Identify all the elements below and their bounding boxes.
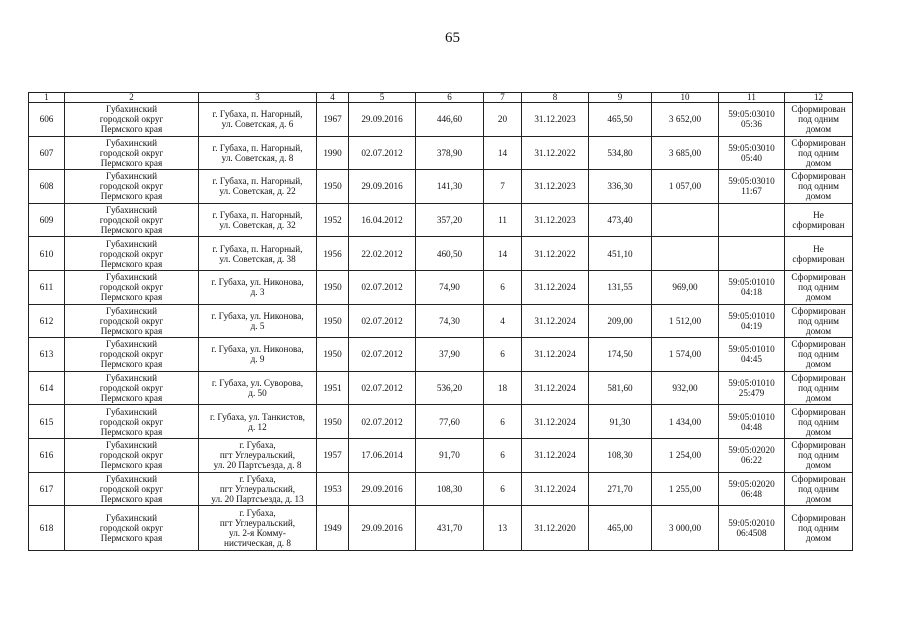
recognition-date-cell: 29.09.2016 — [349, 472, 416, 506]
build-year-cell: 1949 — [317, 506, 349, 551]
planned-date-cell: 31.12.2023 — [522, 170, 589, 204]
planned-date-cell: 31.12.2022 — [522, 237, 589, 271]
address-cell: г. Губаха, п. Нагорный, ул. Советская, д. 8 — [199, 136, 317, 170]
area-cell: 37,90 — [416, 338, 484, 372]
build-year-cell: 1956 — [317, 237, 349, 271]
land-status-cell: Сформирован под одним домом — [785, 371, 853, 405]
municipality-cell: Губахинский городской округ Пермского края — [65, 203, 199, 237]
column-header: 11 — [719, 93, 785, 103]
cost-cell: 174,50 — [589, 338, 652, 372]
row-number-cell: 614 — [29, 371, 65, 405]
column-header: 12 — [785, 93, 853, 103]
table-row — [29, 237, 853, 271]
municipality-cell: Губахинский городской округ Пермского края — [65, 103, 199, 137]
build-year-cell: 1953 — [317, 472, 349, 506]
land-area-cell — [652, 237, 719, 271]
land-status-cell: Сформирован под одним домом — [785, 170, 853, 204]
area-cell: 446,60 — [416, 103, 484, 137]
municipality-cell: Губахинский городской округ Пермского края — [65, 405, 199, 439]
cost-cell: 131,55 — [589, 270, 652, 304]
land-status-cell: Сформирован под одним домом — [785, 304, 853, 338]
planned-date-cell: 31.12.2024 — [522, 438, 589, 472]
municipality-cell: Губахинский городской округ Пермского края — [65, 170, 199, 204]
land-area-cell: 1 254,00 — [652, 438, 719, 472]
area-cell: 431,70 — [416, 506, 484, 551]
column-header: 2 — [65, 93, 199, 103]
cadastral-number-cell: 59:05:03010 11:67 — [719, 170, 785, 204]
land-area-cell: 969,00 — [652, 270, 719, 304]
planned-date-cell: 31.12.2020 — [522, 506, 589, 551]
build-year-cell: 1951 — [317, 371, 349, 405]
residents-cell: 6 — [484, 270, 522, 304]
column-header: 5 — [349, 93, 416, 103]
residents-cell: 14 — [484, 136, 522, 170]
cost-cell: 209,00 — [589, 304, 652, 338]
land-status-cell: Сформирован под одним домом — [785, 438, 853, 472]
land-status-cell: Сформирован под одним домом — [785, 472, 853, 506]
cost-cell: 473,40 — [589, 203, 652, 237]
page-number: 65 — [445, 30, 460, 46]
area-cell: 91,70 — [416, 438, 484, 472]
table-row — [29, 506, 853, 551]
cost-cell: 465,00 — [589, 506, 652, 551]
land-status-cell: Не сформирован — [785, 237, 853, 271]
build-year-cell: 1950 — [317, 304, 349, 338]
column-header: 4 — [317, 93, 349, 103]
address-cell: г. Губаха, ул. Никонова, д. 9 — [199, 338, 317, 372]
recognition-date-cell: 02.07.2012 — [349, 371, 416, 405]
build-year-cell: 1967 — [317, 103, 349, 137]
cost-cell: 91,30 — [589, 405, 652, 439]
row-number-cell: 615 — [29, 405, 65, 439]
address-cell: г. Губаха, ул. Танкистов, д. 12 — [199, 405, 317, 439]
address-cell: г. Губаха, п. Нагорный, ул. Советская, д. 38 — [199, 237, 317, 271]
recognition-date-cell: 02.07.2012 — [349, 304, 416, 338]
address-cell: г. Губаха, пгт Углеуральский, ул. 20 Партсъезда, д. 13 — [199, 472, 317, 506]
cost-cell: 451,10 — [589, 237, 652, 271]
cadastral-number-cell: 59:05:02020 06:48 — [719, 472, 785, 506]
municipality-cell: Губахинский городской округ Пермского края — [65, 438, 199, 472]
recognition-date-cell: 02.07.2012 — [349, 136, 416, 170]
land-status-cell: Не сформирован — [785, 203, 853, 237]
cost-cell: 336,30 — [589, 170, 652, 204]
row-number-cell: 611 — [29, 270, 65, 304]
address-cell: г. Губаха, п. Нагорный, ул. Советская, д. 6 — [199, 103, 317, 137]
recognition-date-cell: 29.09.2016 — [349, 506, 416, 551]
address-cell: г. Губаха, ул. Никонова, д. 5 — [199, 304, 317, 338]
address-cell: г. Губаха, пгт Углеуральский, ул. 2-я Комму- нистическая, д. 8 — [199, 506, 317, 551]
land-status-cell: Сформирован под одним домом — [785, 338, 853, 372]
area-cell: 378,90 — [416, 136, 484, 170]
residents-cell: 7 — [484, 170, 522, 204]
table-row — [29, 203, 853, 237]
planned-date-cell: 31.12.2024 — [522, 270, 589, 304]
land-status-cell: Сформирован под одним домом — [785, 136, 853, 170]
municipality-cell: Губахинский городской округ Пермского края — [65, 304, 199, 338]
cadastral-number-cell: 59:05:01010 04:18 — [719, 270, 785, 304]
land-area-cell: 1 434,00 — [652, 405, 719, 439]
residents-cell: 20 — [484, 103, 522, 137]
residents-cell: 11 — [484, 203, 522, 237]
municipality-cell: Губахинский городской округ Пермского края — [65, 136, 199, 170]
table-row — [29, 103, 853, 137]
planned-date-cell: 31.12.2024 — [522, 405, 589, 439]
table-header — [29, 93, 853, 103]
row-number-cell: 607 — [29, 136, 65, 170]
land-area-cell: 932,00 — [652, 371, 719, 405]
table-row — [29, 270, 853, 304]
cadastral-number-cell: 59:05:01010 04:19 — [719, 304, 785, 338]
residents-cell: 6 — [484, 405, 522, 439]
recognition-date-cell: 22.02.2012 — [349, 237, 416, 271]
land-area-cell: 1 057,00 — [652, 170, 719, 204]
cost-cell: 465,50 — [589, 103, 652, 137]
table-row — [29, 338, 853, 372]
land-area-cell: 1 512,00 — [652, 304, 719, 338]
row-number-cell: 612 — [29, 304, 65, 338]
address-cell: г. Губаха, пгт Углеуральский, ул. 20 Партсъезда, д. 8 — [199, 438, 317, 472]
cadastral-number-cell — [719, 203, 785, 237]
row-number-cell: 617 — [29, 472, 65, 506]
cadastral-number-cell — [719, 237, 785, 271]
area-cell: 74,30 — [416, 304, 484, 338]
build-year-cell: 1950 — [317, 270, 349, 304]
land-area-cell — [652, 203, 719, 237]
residents-cell: 6 — [484, 338, 522, 372]
column-number-row — [29, 93, 853, 103]
residents-cell: 14 — [484, 237, 522, 271]
build-year-cell: 1950 — [317, 405, 349, 439]
table-row — [29, 438, 853, 472]
build-year-cell: 1957 — [317, 438, 349, 472]
build-year-cell: 1950 — [317, 338, 349, 372]
planned-date-cell: 31.12.2024 — [522, 472, 589, 506]
area-cell: 141,30 — [416, 170, 484, 204]
row-number-cell: 618 — [29, 506, 65, 551]
cost-cell: 534,80 — [589, 136, 652, 170]
recognition-date-cell: 02.07.2012 — [349, 338, 416, 372]
row-number-cell: 606 — [29, 103, 65, 137]
land-area-cell: 1 255,00 — [652, 472, 719, 506]
housing-table — [28, 92, 853, 551]
land-area-cell: 1 574,00 — [652, 338, 719, 372]
residents-cell: 6 — [484, 472, 522, 506]
municipality-cell: Губахинский городской округ Пермского края — [65, 506, 199, 551]
land-status-cell: Сформирован под одним домом — [785, 405, 853, 439]
municipality-cell: Губахинский городской округ Пермского края — [65, 338, 199, 372]
address-cell: г. Губаха, ул. Никонова, д. 3 — [199, 270, 317, 304]
row-number-cell: 613 — [29, 338, 65, 372]
row-number-cell: 609 — [29, 203, 65, 237]
row-number-cell: 616 — [29, 438, 65, 472]
table-row — [29, 304, 853, 338]
municipality-cell: Губахинский городской округ Пермского края — [65, 472, 199, 506]
build-year-cell: 1950 — [317, 170, 349, 204]
build-year-cell: 1990 — [317, 136, 349, 170]
planned-date-cell: 31.12.2024 — [522, 304, 589, 338]
cadastral-number-cell: 59:05:02020 06:22 — [719, 438, 785, 472]
planned-date-cell: 31.12.2024 — [522, 338, 589, 372]
land-area-cell: 3 652,00 — [652, 103, 719, 137]
municipality-cell: Губахинский городской округ Пермского края — [65, 371, 199, 405]
planned-date-cell: 31.12.2022 — [522, 136, 589, 170]
cost-cell: 271,70 — [589, 472, 652, 506]
column-header: 7 — [484, 93, 522, 103]
cadastral-number-cell: 59:05:01010 04:45 — [719, 338, 785, 372]
cadastral-number-cell: 59:05:01010 25:479 — [719, 371, 785, 405]
land-area-cell: 3 685,00 — [652, 136, 719, 170]
recognition-date-cell: 17.06.2014 — [349, 438, 416, 472]
table-row — [29, 136, 853, 170]
planned-date-cell: 31.12.2024 — [522, 371, 589, 405]
table-row — [29, 170, 853, 204]
cadastral-number-cell: 59:05:03010 05:36 — [719, 103, 785, 137]
planned-date-cell: 31.12.2023 — [522, 203, 589, 237]
land-area-cell: 3 000,00 — [652, 506, 719, 551]
table-row — [29, 472, 853, 506]
column-header: 9 — [589, 93, 652, 103]
column-header: 1 — [29, 93, 65, 103]
address-cell: г. Губаха, ул. Суворова, д. 50 — [199, 371, 317, 405]
residents-cell: 4 — [484, 304, 522, 338]
area-cell: 536,20 — [416, 371, 484, 405]
cadastral-number-cell: 59:05:03010 05:40 — [719, 136, 785, 170]
address-cell: г. Губаха, п. Нагорный, ул. Советская, д. 22 — [199, 170, 317, 204]
municipality-cell: Губахинский городской округ Пермского края — [65, 270, 199, 304]
table-body — [29, 103, 853, 551]
recognition-date-cell: 16.04.2012 — [349, 203, 416, 237]
land-status-cell: Сформирован под одним домом — [785, 103, 853, 137]
table-row — [29, 371, 853, 405]
area-cell: 357,20 — [416, 203, 484, 237]
row-number-cell: 610 — [29, 237, 65, 271]
recognition-date-cell: 29.09.2016 — [349, 103, 416, 137]
recognition-date-cell: 02.07.2012 — [349, 405, 416, 439]
cost-cell: 581,60 — [589, 371, 652, 405]
cost-cell: 108,30 — [589, 438, 652, 472]
area-cell: 74,90 — [416, 270, 484, 304]
recognition-date-cell: 29.09.2016 — [349, 170, 416, 204]
column-header: 6 — [416, 93, 484, 103]
residents-cell: 13 — [484, 506, 522, 551]
land-status-cell: Сформирован под одним домом — [785, 506, 853, 551]
build-year-cell: 1952 — [317, 203, 349, 237]
planned-date-cell: 31.12.2023 — [522, 103, 589, 137]
land-status-cell: Сформирован под одним домом — [785, 270, 853, 304]
area-cell: 77,60 — [416, 405, 484, 439]
residents-cell: 6 — [484, 438, 522, 472]
table-row — [29, 405, 853, 439]
column-header: 3 — [199, 93, 317, 103]
area-cell: 460,50 — [416, 237, 484, 271]
area-cell: 108,30 — [416, 472, 484, 506]
cadastral-number-cell: 59:05:02010 06:4508 — [719, 506, 785, 551]
municipality-cell: Губахинский городской округ Пермского края — [65, 237, 199, 271]
address-cell: г. Губаха, п. Нагорный, ул. Советская, д. 32 — [199, 203, 317, 237]
residents-cell: 18 — [484, 371, 522, 405]
row-number-cell: 608 — [29, 170, 65, 204]
column-header: 8 — [522, 93, 589, 103]
recognition-date-cell: 02.07.2012 — [349, 270, 416, 304]
cadastral-number-cell: 59:05:01010 04:48 — [719, 405, 785, 439]
column-header: 10 — [652, 93, 719, 103]
